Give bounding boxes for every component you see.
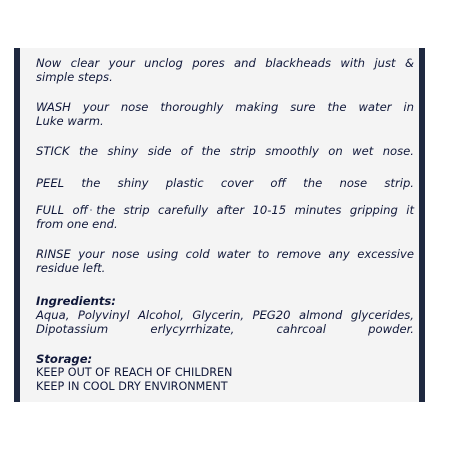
peel-step: PEEL the shiny plastic cover off the nose strip. [36,176,414,190]
intro-text-line1: Now clear your unclog pores and blackheads with just & [36,56,414,70]
box-right-edge [419,48,425,402]
full-step-line1: FULL off the strip carefully after 10-15 minutes gripping it [36,203,414,217]
rinse-step-line1: RINSE your nose using cold water to remove any excessive [36,247,414,261]
stick-step: STICK the shiny side of the strip smoothly on wet nose. [36,144,414,158]
storage-line1: KEEP OUT OF REACH OF CHILDREN [36,366,233,379]
storage-heading: Storage: [36,352,93,366]
ingredients-heading: Ingredients: [36,294,116,308]
ingredients-line1: Aqua, Polyvinyl Alcohol, Glycerin, PEG20 almond glycerides, [36,308,414,322]
storage-line2: KEEP IN COOL DRY ENVIRONMENT [36,380,228,393]
intro-text-line2: simple steps. [36,70,113,84]
wash-step-line1: WASH your nose thoroughly making sure the water in [36,100,414,114]
rinse-step-line2: residue left. [36,261,106,275]
wash-step-line2: Luke warm. [36,114,104,128]
ingredients-line2: Dipotassium erlycyrrhizate, cahrcoal powder. [36,322,414,336]
full-step-line2: from one end. [36,217,118,231]
